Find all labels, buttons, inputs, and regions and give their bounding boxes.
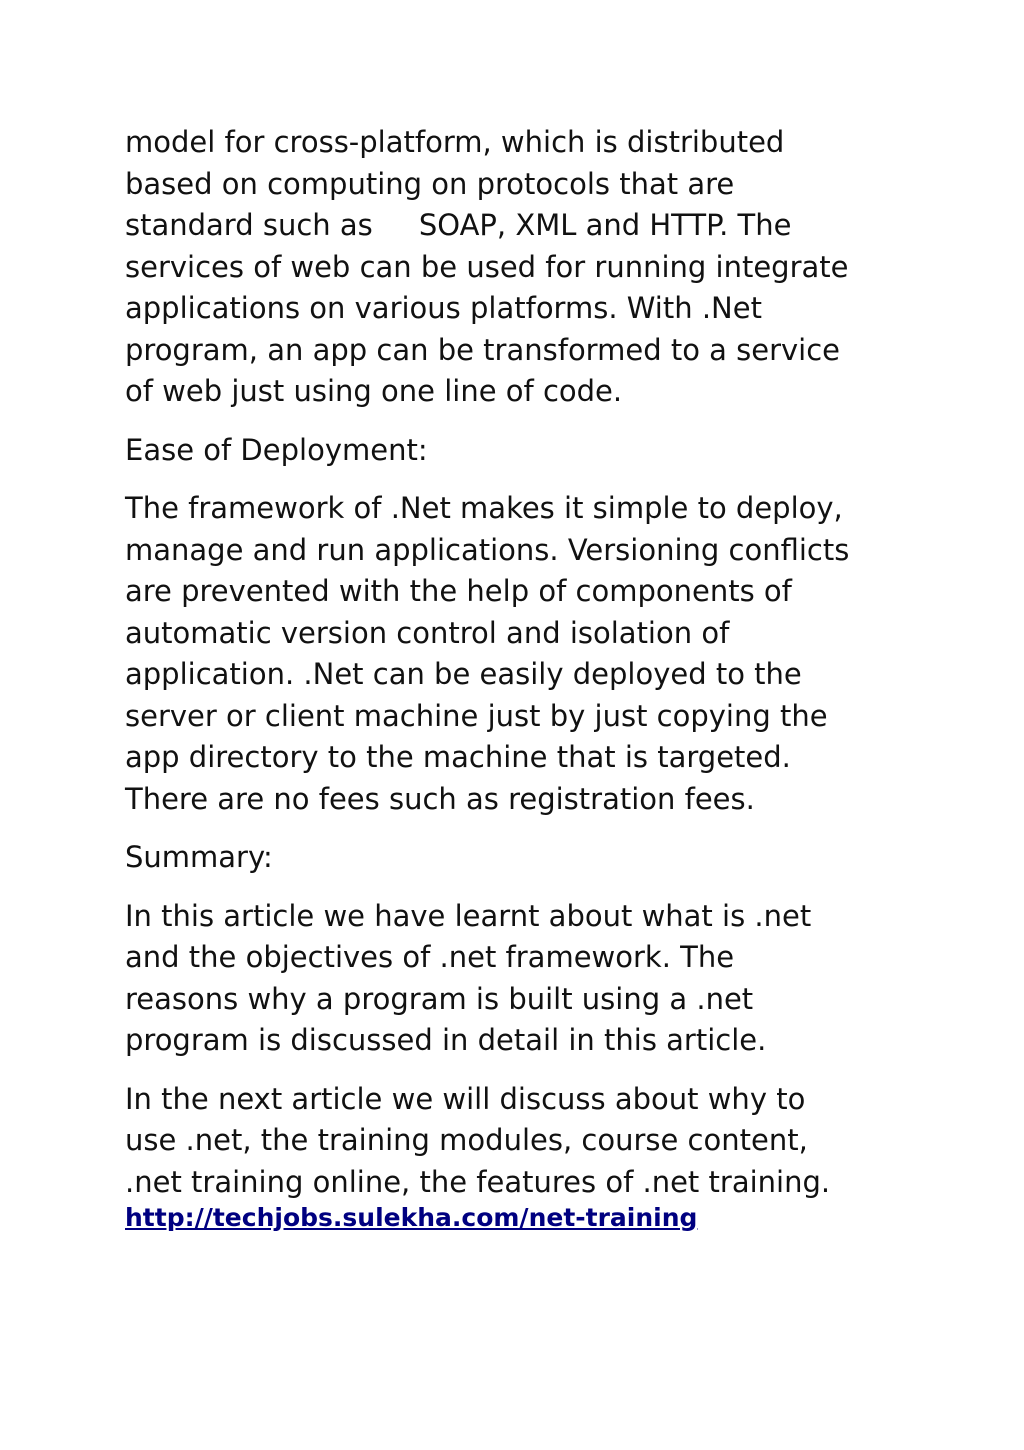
intro-paragraph [125, 122, 915, 413]
deployment-line: automatic version control and isolation of [125, 615, 730, 650]
deployment-line: app directory to the machine that is targeted. [125, 740, 791, 774]
summary-paragraph [125, 896, 915, 1062]
deployment-line: are prevented with the help of components of [125, 574, 792, 608]
deployment-heading: Ease of Deployment: [125, 432, 428, 467]
deployment-line: There are no fees such as registration fees. [125, 781, 755, 816]
deployment-line: The framework of .Net makes it simple to deploy, [125, 491, 843, 525]
next-line: use .net, the training modules, course content, [125, 1123, 808, 1157]
intro-line: services of web can be used for running integrate [125, 249, 849, 284]
next-article-paragraph [125, 1079, 915, 1204]
page-content [125, 122, 915, 1233]
intro-line: program, an app can be transformed to a service [125, 332, 841, 367]
next-line: .net training online, the features of .net training. [125, 1164, 831, 1199]
summary-heading: Summary: [125, 840, 273, 874]
intro-line: based on computing on protocols that are [125, 166, 735, 201]
deployment-line: manage and run applications. Versioning conflicts [125, 532, 850, 567]
summary-line: program is discussed in detail in this article. [125, 1023, 767, 1057]
intro-line: of web just using one line of code. [125, 374, 623, 408]
intro-line: standard such as SOAP, XML and HTTP. The [125, 208, 792, 242]
deployment-line: server or client machine just by just copying the [125, 698, 828, 733]
intro-line: applications on various platforms. With .Net [125, 291, 762, 325]
summary-line: reasons why a program is built using a .net [125, 981, 754, 1016]
deployment-paragraph [125, 488, 915, 820]
summary-line: and the objectives of .net framework. The [125, 940, 735, 974]
training-link[interactable]: http://techjobs.sulekha.com/net-training [125, 1203, 698, 1232]
next-line: In the next article we will discuss about why to [125, 1081, 806, 1116]
deployment-line: application. .Net can be easily deployed to the [125, 657, 802, 691]
summary-line: In this article we have learnt about what is .net [125, 898, 812, 933]
intro-line: model for cross-platform, which is distributed [125, 125, 785, 159]
